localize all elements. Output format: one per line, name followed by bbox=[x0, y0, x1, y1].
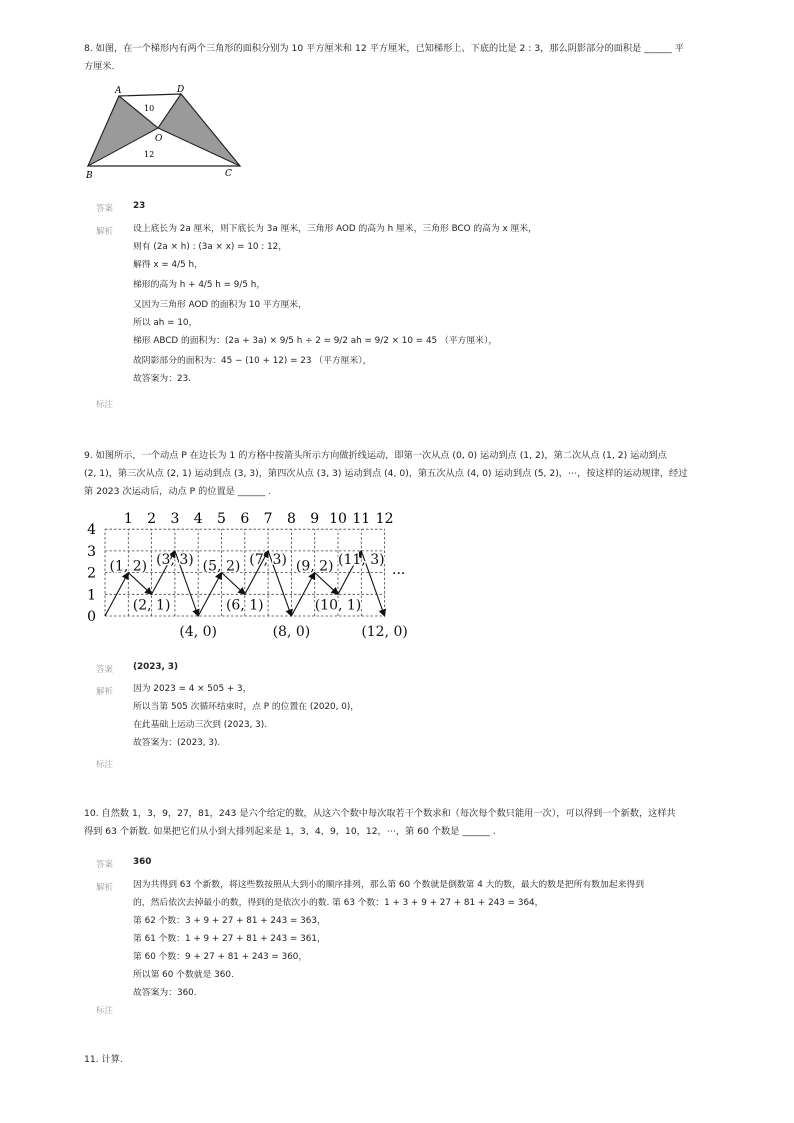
top-number-label: 12 bbox=[375, 511, 394, 527]
top-number-labels bbox=[124, 511, 394, 527]
q9-analysis-line: 在此基础上运动三次到 (2023, 3). bbox=[133, 720, 268, 730]
point-label: (9, 2) bbox=[295, 558, 334, 575]
q10-answer-label: 答案 bbox=[96, 860, 114, 870]
y-number-label: 4 bbox=[87, 522, 96, 539]
q9-analysis-line: 故答案为：(2023, 3). bbox=[133, 738, 221, 748]
label-d: D bbox=[177, 85, 185, 95]
q10-analysis-line: 第 61 个数：1 + 9 + 27 + 81 + 243 = 361， bbox=[133, 934, 326, 944]
label-a: A bbox=[115, 86, 122, 96]
point-label: (5, 2) bbox=[202, 558, 241, 575]
y-number-label: 2 bbox=[87, 565, 96, 582]
q8-analysis-line: 则有 (2a × h) : (3a × x) = 10 : 12， bbox=[133, 242, 288, 252]
label-b: B bbox=[86, 171, 93, 181]
top-number-label: 6 bbox=[240, 511, 250, 527]
q8-analysis-line: 设上底长为 2a 厘米，则下底长为 3a 厘米，三角形 AOD 的高为 h 厘米，三角形 BCO 的高为 x 厘米， bbox=[133, 224, 537, 234]
trapezoid-figure bbox=[80, 84, 250, 184]
q8-analysis-line: 故阴影部分的面积为：45 − (10 + 12) = 23 （平方厘米）， bbox=[133, 356, 372, 366]
q9-analysis-line: 所以当第 505 次循环结束时，点 P 的位置在 (2020, 0)， bbox=[133, 702, 360, 712]
point-label: (10, 1) bbox=[314, 597, 362, 614]
point-label: (1, 2) bbox=[109, 558, 148, 575]
top-number-label: 1 bbox=[123, 511, 133, 527]
q10-analysis-line: 的，然后依次去掉最小的数，得到的是依次小的数. 第 63 个数：1 + 3 + 9 + 27 + 81 + 243 = 364， bbox=[133, 898, 544, 908]
label-o: O bbox=[155, 134, 163, 144]
q8-text-line2: 方厘米. bbox=[84, 61, 115, 72]
q10-analysis-line: 因为共得到 63 个新数，将这些数按照从大到小的顺序排列，那么第 60 个数就是倒数第 4 大的数，最大的数是把所有数加起来得到 bbox=[133, 880, 644, 890]
top-number-label: 9 bbox=[310, 511, 320, 527]
point-label: (6, 1) bbox=[225, 597, 264, 614]
q9-answer-label: 答案 bbox=[96, 665, 114, 675]
q8-note-label: 标注 bbox=[96, 400, 114, 410]
q10-answer: 360 bbox=[133, 857, 152, 867]
label-c: C bbox=[225, 169, 232, 179]
point-label: (2, 1) bbox=[132, 597, 171, 614]
q9-text-line1: 9. 如图所示，一个动点 P 在边长为 1 的方格中按箭头所示方向做折线运动，即第一次从点 (0, 0) 运动到点 (1, 2)，第二次从点 (1, 2) 运动到点 bbox=[84, 450, 667, 461]
q9-answer: (2023, 3) bbox=[133, 662, 179, 672]
point-label: (8, 0) bbox=[272, 624, 311, 640]
ellipsis-label: ··· bbox=[392, 566, 406, 582]
q11-text: 11. 计算. bbox=[84, 1054, 123, 1065]
q10-analysis-line: 故答案为：360. bbox=[133, 988, 197, 998]
point-label: (4, 0) bbox=[179, 624, 218, 640]
q8-analysis-line: 梯形 ABCD 的面积为：(2a + 3a) × 9/5 h ÷ 2 = 9/2 ah = 9/2 × 10 = 45 （平方厘米）， bbox=[133, 336, 498, 346]
q8-answer: 23 bbox=[133, 201, 146, 211]
q9-analysis-label: 解析 bbox=[96, 687, 114, 697]
q9-text-line2: (2, 1)，第三次从点 (2, 1) 运动到点 (3, 3)，第四次从点 (3, 3) 运动到点 (4, 0)，第五次从点 (4, 0) 运动到点 (5, 2)，⋯，按这样的运动规律，经过 bbox=[84, 468, 688, 479]
q10-analysis-line: 第 62 个数：3 + 9 + 27 + 81 + 243 = 363， bbox=[133, 916, 326, 926]
path-segment bbox=[222, 573, 245, 595]
top-number-label: 7 bbox=[263, 511, 273, 527]
y-number-label: 1 bbox=[87, 587, 96, 604]
path-segment bbox=[315, 573, 338, 595]
point-label: (7, 3) bbox=[249, 551, 287, 568]
y-number-label: 3 bbox=[87, 543, 96, 560]
top-number-label: 3 bbox=[170, 511, 180, 527]
area-top-label: 10 bbox=[144, 104, 155, 113]
path-segment bbox=[128, 573, 151, 595]
shaded-triangle-right bbox=[158, 94, 240, 166]
q8-text-line1: 8. 如图，在一个梯形内有两个三角形的面积分别为 10 平方厘米和 12 平方厘米，已知梯形上、下底的比是 2 : 3，那么阴影部分的面积是 ______ 平 bbox=[84, 43, 684, 54]
q10-analysis-line: 所以第 60 个数就是 360. bbox=[133, 970, 234, 980]
point-label: (11, 3) bbox=[338, 551, 385, 568]
q8-analysis-label: 解析 bbox=[96, 227, 114, 237]
q10-analysis-label: 解析 bbox=[96, 883, 114, 893]
top-number-label: 4 bbox=[193, 511, 203, 527]
q8-analysis-line: 解得 x = 4/5 h， bbox=[133, 260, 203, 270]
q10-analysis-line: 第 60 个数：9 + 27 + 81 + 243 = 360， bbox=[133, 952, 308, 962]
point-label: (12, 0) bbox=[361, 624, 408, 640]
q9-text-line3: 第 2023 次运动后，动点 P 的位置是 ______ . bbox=[84, 486, 272, 497]
q10-note-label: 标注 bbox=[96, 1006, 114, 1016]
q9-analysis bbox=[133, 682, 359, 754]
q8-analysis-line: 又因为三角形 AOD 的面积为 10 平方厘米， bbox=[133, 300, 307, 310]
q8-analysis-line: 所以 ah = 10， bbox=[133, 318, 198, 328]
area-bottom-label: 12 bbox=[144, 150, 155, 159]
top-number-label: 5 bbox=[217, 511, 226, 527]
q10-text-line1: 10. 自然数 1，3，9，27，81，243 是六个给定的数，从这六个数中每次取若干个数求和（每次每个数只能用一次），可以得到一个新数，这样共 bbox=[84, 808, 676, 819]
top-number-label: 8 bbox=[286, 511, 296, 527]
point-label: (3, 3) bbox=[156, 551, 194, 568]
y-number-labels bbox=[87, 522, 96, 625]
top-number-label: 11 bbox=[352, 511, 371, 527]
q8-analysis-line: 梯形的高为 h + 4/5 h = 9/5 h， bbox=[133, 280, 266, 290]
q8-answer-label: 答案 bbox=[96, 204, 114, 214]
q9-analysis-line: 因为 2023 = 4 × 505 + 3， bbox=[133, 684, 252, 694]
q10-analysis bbox=[133, 878, 644, 1004]
q10-text-line2: 得到 63 个新数. 如果把它们从小到大排列起来是 1，3，4，9，10，12，⋯，第 60 个数是 ______ . bbox=[84, 826, 496, 837]
q8-analysis bbox=[133, 222, 537, 390]
top-number-label: 2 bbox=[147, 511, 157, 527]
y-number-label: 0 bbox=[87, 609, 96, 625]
q8-analysis-line: 故答案为：23. bbox=[133, 374, 191, 384]
grid-path-figure bbox=[84, 506, 414, 646]
q9-note-label: 标注 bbox=[96, 760, 114, 770]
top-number-label: 10 bbox=[329, 511, 347, 527]
point-labels bbox=[109, 552, 407, 640]
